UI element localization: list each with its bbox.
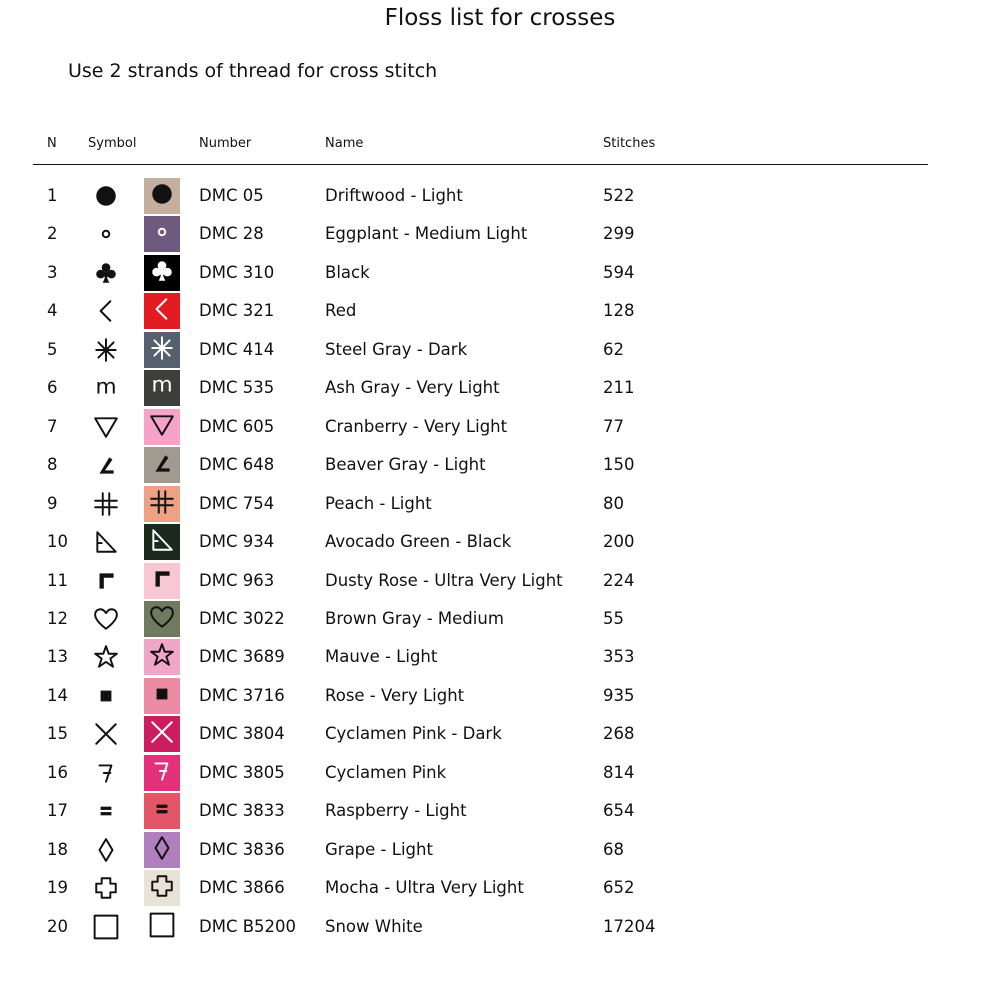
table-row <box>0 908 1000 946</box>
table-row <box>0 369 1000 407</box>
row-number: 6 <box>47 378 58 398</box>
stitch-count: 299 <box>603 224 635 244</box>
row-number: 8 <box>47 455 58 475</box>
stitch-count: 150 <box>603 455 635 475</box>
row-number: 9 <box>47 493 58 513</box>
header-name: Name <box>325 136 364 151</box>
row-number: 12 <box>47 608 68 628</box>
color-swatch <box>144 793 180 829</box>
floss-name: Raspberry - Light <box>325 801 467 821</box>
stitch-count: 17204 <box>603 916 656 936</box>
floss-name: Peach - Light <box>325 493 432 513</box>
table-row <box>0 446 1000 484</box>
stitch-count: 77 <box>603 416 624 436</box>
hash-icon <box>88 488 124 520</box>
table-row <box>0 754 1000 792</box>
floss-number: DMC 05 <box>199 186 264 205</box>
table-row <box>0 638 1000 676</box>
club-icon <box>88 257 124 289</box>
stitch-count: 200 <box>603 532 635 552</box>
equals-icon <box>88 795 124 827</box>
letter-m-icon <box>88 372 124 404</box>
down-triangle-icon <box>149 412 175 442</box>
less-than-icon <box>149 296 175 326</box>
stitch-count: 268 <box>603 724 635 744</box>
plus-outline-icon <box>149 873 175 903</box>
empty-square-icon <box>88 911 124 943</box>
table-row <box>0 408 1000 446</box>
heart-icon <box>149 604 175 634</box>
color-swatch <box>144 601 180 637</box>
floss-name: Eggplant - Medium Light <box>325 224 528 244</box>
plus-outline-icon <box>88 872 124 904</box>
asterisk-icon <box>149 335 175 365</box>
floss-name: Cyclamen Pink - Dark <box>325 724 502 744</box>
floss-name: Mauve - Light <box>325 647 438 667</box>
header-n: N <box>47 136 57 151</box>
row-number: 7 <box>47 416 58 436</box>
slanted-mark-icon <box>88 449 124 481</box>
filled-square-icon <box>88 680 124 712</box>
color-swatch <box>144 293 180 329</box>
diamond-icon <box>88 834 124 866</box>
svg-text:m: m <box>151 373 173 398</box>
floss-number: DMC 3866 <box>199 878 285 898</box>
right-triangle-icon <box>88 526 124 558</box>
x-cross-icon <box>88 718 124 750</box>
color-swatch <box>144 832 180 868</box>
hash-icon <box>149 489 175 519</box>
floss-name: Avocado Green - Black <box>325 532 512 552</box>
floss-name: Cyclamen Pink <box>325 762 447 782</box>
stitch-count: 80 <box>603 493 624 513</box>
table-row <box>0 831 1000 869</box>
asterisk-icon <box>88 334 124 366</box>
floss-name: Snow White <box>325 916 423 936</box>
filled-square-icon <box>149 681 175 711</box>
floss-name: Black <box>325 262 370 282</box>
floss-number: DMC 3804 <box>199 724 285 744</box>
stitch-count: 654 <box>603 801 635 821</box>
color-swatch <box>144 255 180 291</box>
star-icon <box>149 642 175 672</box>
stitch-count: 224 <box>603 570 635 590</box>
x-cross-icon <box>149 719 175 749</box>
color-swatch <box>144 563 180 599</box>
table-row <box>0 523 1000 561</box>
floss-number: DMC 3022 <box>199 608 285 628</box>
floss-number: DMC 648 <box>199 455 275 475</box>
floss-number: DMC B5200 <box>199 916 297 936</box>
less-than-icon <box>88 295 124 327</box>
right-triangle-icon <box>149 527 175 557</box>
color-swatch <box>144 716 180 752</box>
table-row <box>0 677 1000 715</box>
stitch-count: 814 <box>603 762 635 782</box>
row-number: 19 <box>47 878 68 898</box>
color-swatch <box>144 178 180 214</box>
filled-circle-icon <box>88 180 124 212</box>
color-swatch <box>144 755 180 791</box>
floss-name: Cranberry - Very Light <box>325 416 508 436</box>
club-icon <box>149 258 175 288</box>
floss-name: Driftwood - Light <box>325 186 463 205</box>
table-row <box>0 292 1000 330</box>
filled-circle-icon <box>149 181 175 211</box>
star-icon <box>88 641 124 673</box>
corner-icon <box>149 566 175 596</box>
row-number: 16 <box>47 762 68 782</box>
floss-number: DMC 3805 <box>199 762 285 782</box>
floss-number: DMC 535 <box>199 378 275 398</box>
stitch-count: 353 <box>603 647 635 667</box>
floss-number: DMC 963 <box>199 570 275 590</box>
floss-number: DMC 321 <box>199 301 275 321</box>
small-ring-icon <box>149 219 175 249</box>
color-swatch <box>144 409 180 445</box>
svg-text:m: m <box>95 375 117 400</box>
floss-number: DMC 3716 <box>199 685 285 705</box>
stitch-count: 594 <box>603 262 635 282</box>
stitch-count: 522 <box>603 186 635 205</box>
row-number: 10 <box>47 532 68 552</box>
equals-icon <box>149 796 175 826</box>
color-swatch <box>144 370 180 406</box>
table-row <box>0 600 1000 638</box>
table-row <box>0 792 1000 830</box>
floss-name: Dusty Rose - Ultra Very Light <box>325 570 563 590</box>
floss-number: DMC 310 <box>199 262 275 282</box>
floss-name: Mocha - Ultra Very Light <box>325 878 524 898</box>
stitch-count: 55 <box>603 608 624 628</box>
instruction-note: Use 2 strands of thread for cross stitch <box>68 60 438 82</box>
table-row <box>0 215 1000 253</box>
floss-name: Rose - Very Light <box>325 685 465 705</box>
down-triangle-icon <box>88 411 124 443</box>
header-symbol: Symbol <box>88 136 137 151</box>
row-number: 2 <box>47 224 58 244</box>
floss-name: Brown Gray - Medium <box>325 608 504 628</box>
color-swatch <box>144 216 180 252</box>
floss-number: DMC 28 <box>199 224 264 244</box>
seven-icon <box>149 758 175 788</box>
small-ring-icon <box>88 218 124 250</box>
letter-m-icon <box>149 373 175 403</box>
table-row <box>0 869 1000 907</box>
empty-square-icon <box>149 912 175 942</box>
floss-number: DMC 414 <box>199 339 275 359</box>
color-swatch <box>144 486 180 522</box>
floss-number: DMC 605 <box>199 416 275 436</box>
table-row <box>0 562 1000 600</box>
slanted-mark-icon <box>149 450 175 480</box>
corner-icon <box>88 565 124 597</box>
stitch-count: 128 <box>603 301 635 321</box>
floss-number: DMC 934 <box>199 532 275 552</box>
color-swatch <box>144 524 180 560</box>
floss-number: DMC 3833 <box>199 801 285 821</box>
color-swatch <box>144 447 180 483</box>
table-row <box>0 177 1000 215</box>
table-row <box>0 485 1000 523</box>
row-number: 17 <box>47 801 68 821</box>
header-number: Number <box>199 136 252 151</box>
row-number: 18 <box>47 839 68 859</box>
stitch-count: 68 <box>603 839 624 859</box>
row-number: 15 <box>47 724 68 744</box>
row-number: 13 <box>47 647 68 667</box>
color-swatch <box>144 639 180 675</box>
heart-icon <box>88 603 124 635</box>
color-swatch <box>144 678 180 714</box>
table-row <box>0 331 1000 369</box>
table-row <box>0 715 1000 753</box>
floss-name: Ash Gray - Very Light <box>325 378 500 398</box>
row-number: 14 <box>47 685 68 705</box>
floss-name: Grape - Light <box>325 839 433 859</box>
row-number: 4 <box>47 301 58 321</box>
row-number: 11 <box>47 570 68 590</box>
stitch-count: 935 <box>603 685 635 705</box>
row-number: 20 <box>47 916 68 936</box>
floss-number: DMC 3689 <box>199 647 285 667</box>
row-number: 5 <box>47 339 58 359</box>
color-swatch <box>144 870 180 906</box>
color-swatch <box>144 332 180 368</box>
floss-number: DMC 754 <box>199 493 275 513</box>
seven-icon <box>88 757 124 789</box>
stitch-count: 652 <box>603 878 635 898</box>
floss-name: Red <box>325 301 357 321</box>
floss-name: Steel Gray - Dark <box>325 339 468 359</box>
row-number: 3 <box>47 262 58 282</box>
floss-number: DMC 3836 <box>199 839 285 859</box>
stitch-count: 62 <box>603 339 624 359</box>
floss-name: Beaver Gray - Light <box>325 455 486 475</box>
page-title: Floss list for crosses <box>384 5 616 31</box>
header-stitches: Stitches <box>603 136 656 151</box>
stitch-count: 211 <box>603 378 635 398</box>
color-swatch <box>144 909 180 945</box>
table-row <box>0 254 1000 292</box>
diamond-icon <box>149 835 175 865</box>
row-number: 1 <box>47 186 58 205</box>
